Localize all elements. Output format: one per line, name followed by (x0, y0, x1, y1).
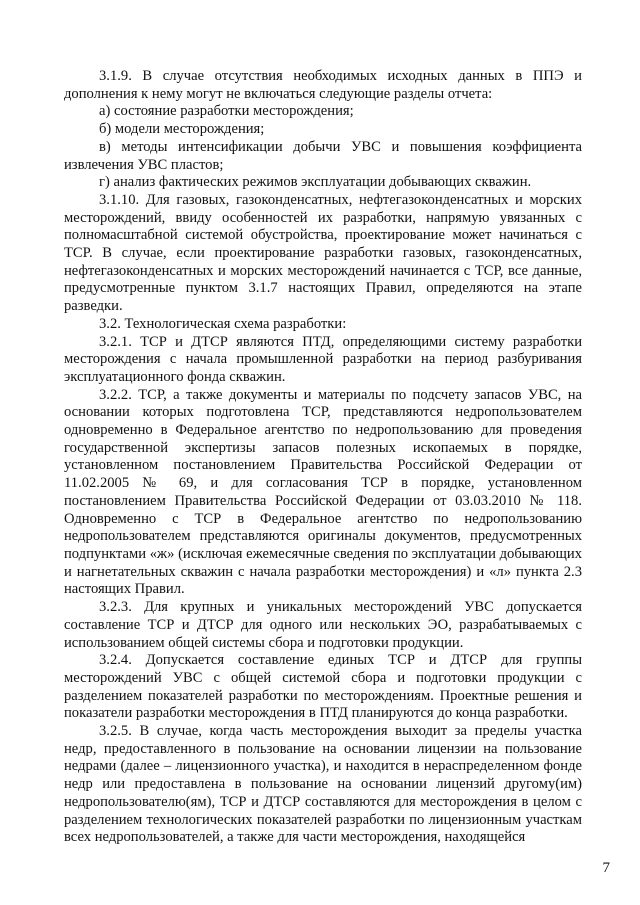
paragraph-3-2-1: 3.2.1. ТСР и ДТСР являются ПТД, определяющими систему разработки месторождения с начала промышленной разработки на период разбуривания эксплуатационного фонда скважин. (64, 333, 582, 385)
paragraph-3-2-2: 3.2.2. ТСР, а также документы и материалы по подсчету запасов УВС, на основании которых подготовлена ТСР, представляются недропользователем одновременно в Федеральное агентство по недропользованию для проведения государственной экспертизы запасов полезных ископаемых в порядке, установленном постановлением Правительства Российской Федерации от 11.02.2005 № 69, и для согласования ТСР в порядке, установленном постановлением Правительства Российской Федерации от 03.03.2010 № 118. Одновременно с ТСР в Федеральное агентство по недропользованию недропользователем представляются оригиналы документов, предусмотренных подпунктами «ж» (исключая ежемесячные сведения по эксплуатации добывающих и нагнетательных скважин с начала разработки месторождения) и «л» пункта 2.3 настоящих Правил. (64, 386, 582, 598)
page-number: 7 (602, 860, 610, 876)
list-item-g: г) анализ фактических режимов эксплуатации добывающих скважин. (99, 174, 532, 191)
paragraph-3-1-10: 3.1.10. Для газовых, газоконденсатных, нефтегазоконденсатных и морских месторождений, ввиду особенностей их разработки, напрямую увязанных с полномасштабной системой обустройства, проектирование может начинаться с ТСР. В случае, если проектирование разработки газовых, газоконденсатных, нефтегазоконденсатных и морских месторождений начинается с ТСР, все данные, предусмотренные пунктом 3.1.7 настоящих Правил, определяются на этапе разведки. (64, 191, 582, 315)
body-text (64, 68, 582, 847)
list-item-v: в) методы интенсификации добычи УВС и повышения коэффициента извлечения УВС пластов; (64, 138, 582, 173)
list-item-b: б) модели месторождения; (99, 121, 265, 138)
paragraph-3-2-4: 3.2.4. Допускается составление единых ТСР и ДТСР для группы месторождений УВС с общей системой сбора и подготовки продукции с разделением показателей разработки по месторождениям. Проектные решения и показатели разработки месторождения в ПТД планируются до конца разработки. (64, 652, 582, 722)
section-heading-3-2: 3.2. Технологическая схема разработки: (99, 315, 347, 332)
paragraph-3-2-5: 3.2.5. В случае, когда часть месторождения выходит за пределы участка недр, предоставленного в пользование на основании лицензии на пользование недрами (далее – лицензионного участка), и находится в нераспределенном фонде недр или предоставлена в пользование на основании лицензий другому(им) недропользователю(ям), ТСР и ДТСР составляются для месторождения в целом с разделением технологических показателей разработки по лицензионным участкам всех недропользователей, а также для части месторождения, находящейся (64, 723, 582, 846)
list-item-a: а) состояние разработки месторождения; (99, 103, 354, 120)
paragraph-3-2-3: 3.2.3. Для крупных и уникальных месторождений УВС допускается составление ТСР и ДТСР для одного или нескольких ЭО, разрабатываемых с использованием общей системы сбора и подготовки продукции. (64, 599, 582, 651)
paragraph-3-1-9: 3.1.9. В случае отсутствия необходимых исходных данных в ППЭ и дополнения к нему могут не включаться следующие разделы отчета: (64, 68, 582, 102)
